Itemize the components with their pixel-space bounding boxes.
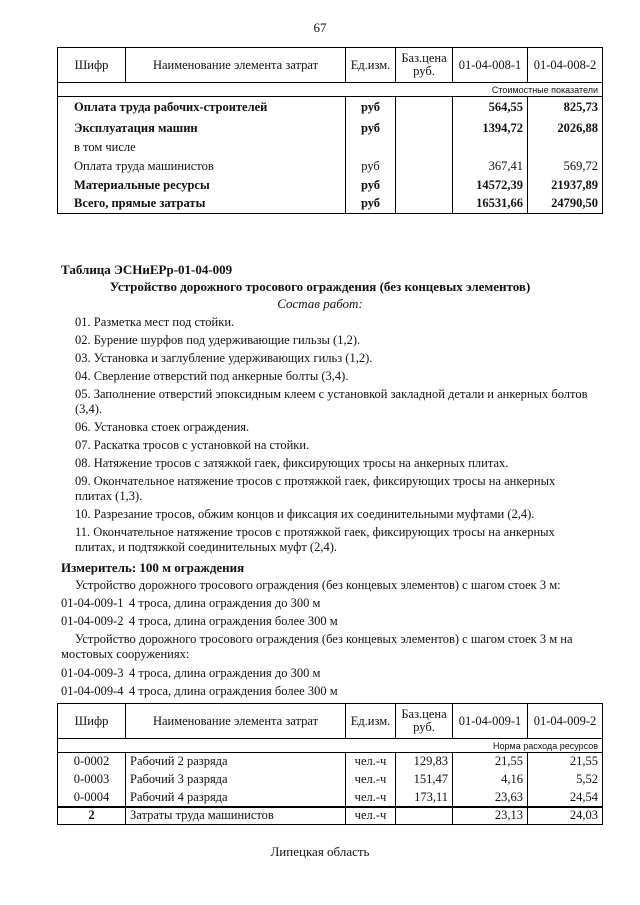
header-unit: Ед.изм. [346,704,396,739]
row-name: Рабочий 3 разряда [126,771,346,789]
row-name: Рабочий 4 разряда [126,789,346,807]
group2-text: Устройство дорожного тросового ограждения (без концевых элементов) с шагом стоек 3 м на мостовых сооружениях: [61,632,573,661]
row-value-1: 21,55 [453,753,528,771]
row-value-2: 21,55 [528,753,603,771]
work-step: 08. Натяжение тросов с затяжкой гаек, фиксирующих тросы на анкерных плитах. [75,456,509,470]
row-name: Эксплуатация машин [58,119,346,138]
row-unit [346,138,396,157]
row-name: Затраты труда машинистов [126,807,346,825]
row-value-2: 5,52 [528,771,603,789]
work-step: 01. Разметка мест под стойки. [75,315,235,329]
row-value-2: 24790,50 [528,195,603,214]
table-subheader: Норма расхода ресурсов [58,739,603,753]
work-step: 03. Установка и заглубление удерживающих гильз (1,2). [75,351,373,365]
work-step: 10. Разрезание тросов, обжим концов и фиксация их соединительными муфтами (2,4). [75,507,535,521]
row-price [396,97,453,119]
row-value-1 [453,138,528,157]
header-col2: 01-04-009-2 [528,704,603,739]
row-value-1: 16531,66 [453,195,528,214]
row-value-1: 1394,72 [453,119,528,138]
row-value-1: 23,13 [453,807,528,825]
group2-item [61,684,338,699]
row-value-2: 21937,89 [528,176,603,195]
item-text: 4 троса, длина ограждения до 300 м [129,666,321,680]
row-unit: чел.-ч [346,771,396,789]
row-value-2: 24,54 [528,789,603,807]
resource-table [57,703,603,825]
row-name: Оплата труда рабочих-строителей [58,97,346,119]
header-name: Наименование элемента затрат [126,48,346,83]
row-price: 173,11 [396,789,453,807]
work-step: 04. Сверление отверстий под анкерные болты (3,4). [75,369,349,383]
table-row [58,753,603,771]
row-value-1: 4,16 [453,771,528,789]
row-price [396,807,453,825]
row-unit: руб [346,97,396,119]
row-name: в том числе [58,138,346,157]
row-price: 151,47 [396,771,453,789]
row-name: Всего, прямые затраты [58,195,346,214]
row-price [396,138,453,157]
table-row [58,771,603,789]
table-title: Устройство дорожного тросового ограждения (без концевых элементов) [109,279,531,294]
item-code: 01-04-009-4 [61,684,124,698]
table-row [58,176,603,195]
meter-label: Измеритель: 100 м ограждения [61,560,245,575]
row-value-2 [528,138,603,157]
footer-region: Липецкая область [270,844,370,859]
row-value-1: 564,55 [453,97,528,119]
table-row [58,195,603,214]
table-row [58,807,603,825]
row-value-2: 825,73 [528,97,603,119]
row-price [396,195,453,214]
group1-text: Устройство дорожного тросового ограждения (без концевых элементов) с шагом стоек 3 м: [75,578,561,592]
row-value-1: 14572,39 [453,176,528,195]
row-price [396,176,453,195]
row-code: 2 [58,807,126,825]
row-name: Рабочий 2 разряда [126,753,346,771]
header-code: Шифр [58,48,126,83]
table-row [58,157,603,176]
row-unit: руб [346,176,396,195]
table-row [58,789,603,807]
row-value-1: 23,63 [453,789,528,807]
row-value-2: 24,03 [528,807,603,825]
row-name: Оплата труда машинистов [58,157,346,176]
item-text: 4 троса, длина ограждения более 300 м [129,684,338,698]
header-col1: 01-04-008-1 [453,48,528,83]
row-unit: чел.-ч [346,753,396,771]
row-price: 129,83 [396,753,453,771]
header-price: Баз.цена руб. [396,48,453,83]
composition-title: Состав работ: [277,296,363,311]
row-value-2: 2026,88 [528,119,603,138]
table-row [58,138,603,157]
row-unit: руб [346,195,396,214]
row-unit: чел.-ч [346,807,396,825]
row-price [396,157,453,176]
item-text: 4 троса, длина ограждения до 300 м [129,596,321,610]
work-step: 09. Окончательное натяжение тросов с протяжкой гаек, фиксирующих тросы на анкерных плитах (1,3). [75,474,556,503]
group2-item [61,666,320,681]
row-name: Материальные ресурсы [58,176,346,195]
work-step: 02. Бурение шурфов под удерживающие гильзы (1,2). [75,333,361,347]
row-code: 0-0002 [58,753,126,771]
group1-item [61,614,338,629]
item-code: 01-04-009-2 [61,614,124,628]
work-step: 06. Установка стоек ограждения. [75,420,250,434]
table-row [58,119,603,138]
item-text: 4 троса, длина ограждения более 300 м [129,614,338,628]
group1-item [61,596,320,611]
header-code: Шифр [58,704,126,739]
cost-table [57,47,603,214]
work-step: 05. Заполнение отверстий эпоксидным клеем с установкой закладной детали и анкерных болтов (3,4). [75,387,588,416]
table-row [58,97,603,119]
item-code: 01-04-009-1 [61,596,124,610]
header-name: Наименование элемента затрат [126,704,346,739]
header-col2: 01-04-008-2 [528,48,603,83]
table-subheader: Стоимостные показатели [58,83,603,97]
header-unit: Ед.изм. [346,48,396,83]
row-unit: руб [346,157,396,176]
page-number: 67 [313,20,327,35]
header-col1: 01-04-009-1 [453,704,528,739]
table-label: Таблица ЭСНиЕРр-01-04-009 [61,262,233,277]
row-price [396,119,453,138]
row-unit: руб [346,119,396,138]
work-step: 07. Раскатка тросов с установкой на стойки. [75,438,310,452]
row-value-1: 367,41 [453,157,528,176]
row-code: 0-0003 [58,771,126,789]
row-code: 0-0004 [58,789,126,807]
row-value-2: 569,72 [528,157,603,176]
work-step: 11. Окончательное натяжение тросов с протяжкой гаек, фиксирующих тросы на анкерных плитах, и подтяжкой соединительных муфт (2,4). [75,525,555,554]
row-unit: чел.-ч [346,789,396,807]
header-price: Баз.цена руб. [396,704,453,739]
item-code: 01-04-009-3 [61,666,124,680]
